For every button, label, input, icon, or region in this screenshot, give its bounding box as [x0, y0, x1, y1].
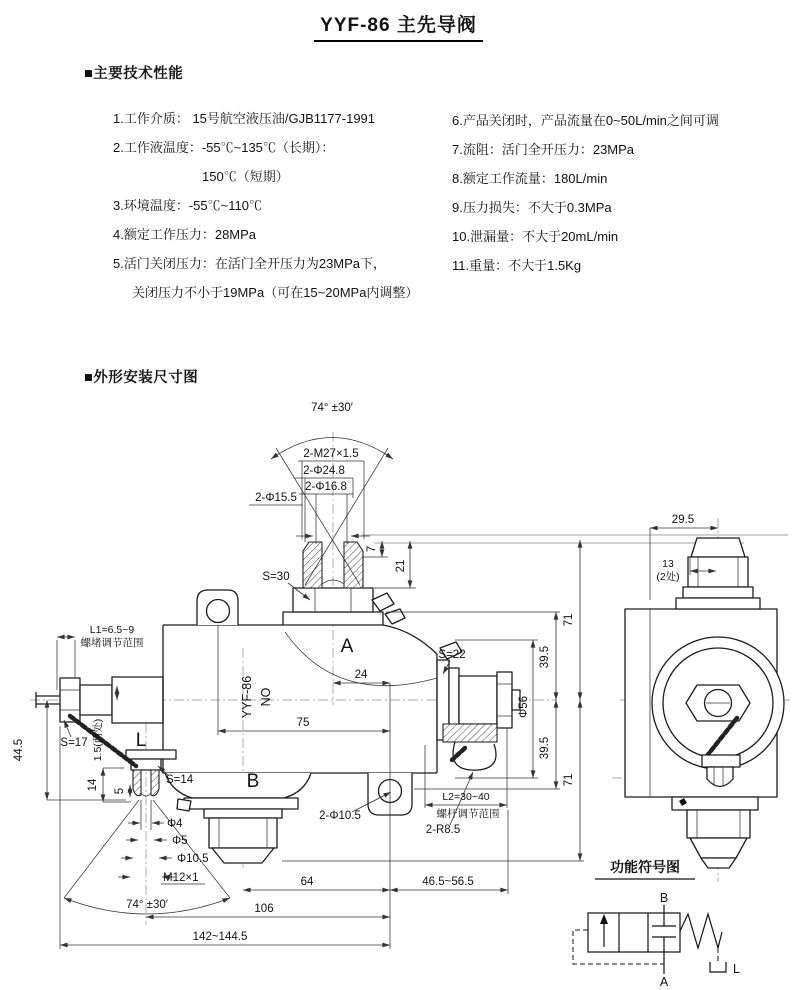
dim-24: 24 [354, 669, 368, 681]
dim-s22: S=22 [438, 649, 466, 661]
dim-radius-8-5: 2-R8.5 [425, 824, 461, 836]
spec-item: 2.工作液温度：-55℃~135℃（长期）： [113, 140, 335, 155]
dim-29-5: 29.5 [671, 514, 695, 526]
symbol-port-b: B [659, 891, 669, 905]
spec-item: 9.压力损失：不大于0.3MPa [452, 200, 612, 215]
spec-item: 11.重量：不大于1.5Kg [452, 258, 582, 273]
dim-angle-bottom: 74° ±30′ [126, 899, 168, 911]
port-label-l: L [135, 730, 147, 751]
spec-item: 3.环境温度：-55℃~110℃ [113, 198, 262, 213]
symbol-port-l: L [733, 962, 740, 976]
function-symbol-diagram [573, 859, 740, 989]
spec-item: 8.额定工作流量：180L/min [452, 171, 608, 186]
symbol-title: 功能符号图 [610, 859, 680, 875]
spec-item: 7.流阻：活门全开压力：23MPa [452, 142, 635, 157]
spec-item: 6.产品关闭时，产品流量在0~50L/min之间可调 [452, 113, 719, 128]
spec-item-continuation: 关闭压力不小于19MPa（可在15~20MPa内调整） [132, 285, 419, 300]
dim-21: 21 [395, 559, 407, 573]
spec-column-right [452, 106, 719, 280]
dimension-drawing [0, 400, 797, 990]
dim-39-5-top: 39.5 [539, 645, 551, 669]
dim-142-144-5: 142~144.5 [192, 931, 248, 943]
dim-1-5: 1.5(两处) [92, 718, 104, 762]
dim-44-5: 44.5 [13, 738, 25, 762]
spec-item-continuation: 150℃（短期） [202, 169, 289, 184]
dim-5: 5 [114, 787, 126, 795]
dim-l2-note: 螺杆调节范围 [436, 808, 500, 820]
dim-7: 7 [366, 545, 378, 553]
side-view [625, 514, 784, 868]
dim-14: 14 [87, 778, 99, 792]
spec-item: 4.额定工作压力：28MPa [113, 227, 257, 242]
dim-dia-16-8: 2-Φ16.8 [305, 481, 347, 493]
port-label-a: A [340, 636, 354, 657]
dim-75: 75 [296, 717, 310, 729]
dim-71-top: 71 [563, 613, 575, 627]
body-marking-no: NO [259, 687, 273, 707]
dim-l1-note: 螺堵调节范围 [80, 637, 144, 649]
dim-106: 106 [254, 903, 274, 915]
dim-s14: S=14 [166, 774, 194, 786]
dim-13-note: (2处) [656, 571, 680, 583]
dim-s30: S=30 [262, 571, 290, 583]
dim-s17: S=17 [60, 737, 88, 749]
dim-64: 64 [300, 876, 314, 888]
dim-dia-56: Φ56 [518, 696, 530, 718]
spec-item: 10.泄漏量：不大于20mL/min [452, 229, 619, 244]
dim-dia-10-5: Φ10.5 [177, 853, 209, 865]
dim-39-5-bottom: 39.5 [539, 736, 551, 760]
spec-column-left [113, 104, 418, 307]
dim-dia-5: Φ5 [172, 835, 188, 847]
dim-l2-range: L2=30~40 [442, 791, 490, 803]
dim-thread-m27: 2-M27×1.5 [303, 448, 359, 460]
dim-46-5-56-5: 46.5~56.5 [422, 876, 474, 888]
port-label-b: B [246, 771, 260, 792]
title-wrap [0, 10, 797, 42]
section-header-dimensions: ■外形安装尺寸图 [84, 370, 199, 386]
dim-dia-24-8: 2-Φ24.8 [303, 465, 345, 477]
section-header-specs: ■主要技术性能 [84, 66, 184, 82]
dim-angle-top: 74° ±30′ [311, 402, 353, 414]
dim-holes-10-5: 2-Φ10.5 [319, 810, 361, 822]
dim-l1-range: L1=6.5~9 [89, 624, 135, 636]
dim-dia-15-5: 2-Φ15.5 [255, 492, 297, 504]
dim-dia-4: Φ4 [167, 818, 183, 830]
flow-arrow-icon [600, 914, 608, 924]
spec-item: 5.活门关闭压力：在活门全开压力为23MPa下， [113, 256, 387, 271]
dim-13: 13 [662, 558, 674, 570]
spec-item: 1.工作介质： 15号航空液压油/GJB1177-1991 [113, 111, 376, 126]
symbol-port-a: A [659, 975, 669, 989]
page-title: YYF-86 主先导阀 [314, 10, 483, 42]
dim-71-bottom: 71 [563, 773, 575, 787]
body-marking-model: YYF-86 [240, 675, 254, 719]
dim-thread-m12: M12×1 [163, 872, 199, 884]
